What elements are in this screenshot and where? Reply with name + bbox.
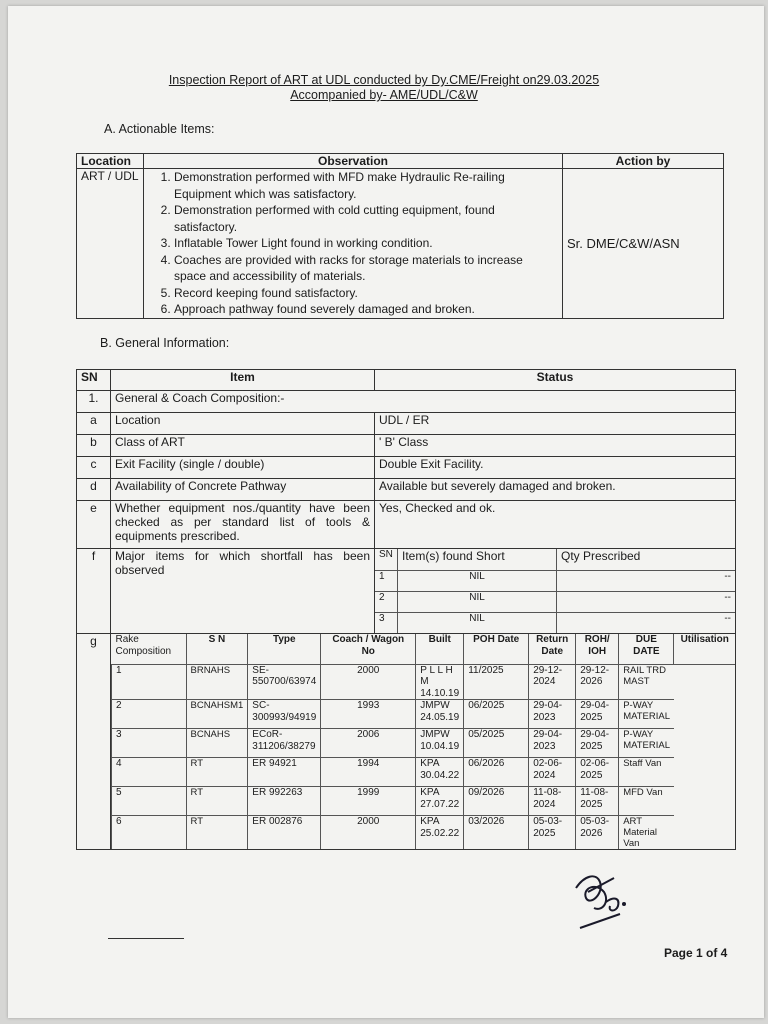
rake-sn: 4 <box>112 758 187 787</box>
signature <box>566 862 636 939</box>
rake-utilisation: ART Material Van <box>619 816 674 850</box>
row-g-sn: g <box>77 634 111 850</box>
report-subtitle: Accompanied by- AME/UDL/C&W <box>290 88 478 102</box>
rake-roh-ioh: 29-12-2024 <box>529 664 576 700</box>
row-a-item: Location <box>111 413 375 435</box>
rake-sn: 3 <box>112 729 187 758</box>
rake-type: BCNAHSM1 <box>186 700 248 729</box>
rake-sn: 5 <box>112 787 187 816</box>
rake-built: 2000 <box>321 664 416 700</box>
rake-coach-no: ER 94921 <box>248 758 321 787</box>
rake-head-built: Built <box>416 634 464 664</box>
shortfall-sn: 2 <box>375 591 398 612</box>
rake-poh-date: KPA 25.02.22 <box>416 816 464 850</box>
rake-due-date: 02-06-2025 <box>576 758 619 787</box>
rake-return-date: 05/2025 <box>464 729 529 758</box>
rake-head-due: DUE DATE <box>619 634 674 664</box>
shortfall-sn: 3 <box>375 612 398 633</box>
shortfall-sn: 1 <box>375 570 398 591</box>
row-b-status: ' B' Class <box>375 435 736 457</box>
rake-utilisation: MFD Van <box>619 787 674 816</box>
rake-row <box>112 758 736 787</box>
shortfall-head-sn: SN <box>375 549 398 570</box>
col-item: Item <box>111 370 375 391</box>
rake-row <box>112 664 736 700</box>
rake-composition-cell <box>111 634 736 850</box>
col-sn: SN <box>77 370 111 391</box>
rake-utilisation: Staff Van <box>619 758 674 787</box>
rake-head-type: Type <box>248 634 321 664</box>
row-d-sn: d <box>77 479 111 501</box>
rake-row <box>112 700 736 729</box>
rake-head-sn: S N <box>186 634 248 664</box>
report-title: Inspection Report of ART at UDL conducted by Dy.CME/Freight on29.03.2025 <box>168 73 600 87</box>
row-a-sn: a <box>77 413 111 435</box>
action-by-cell: Sr. DME/C&W/ASN <box>563 169 724 319</box>
rake-due-date: 05-03-2026 <box>576 816 619 850</box>
rake-coach-no: ECoR-311206/38279 <box>248 729 321 758</box>
rake-head-coach: Coach / Wagon No <box>321 634 416 664</box>
row-e-sn: e <box>77 501 111 549</box>
rake-return-date: 11/2025 <box>464 664 529 700</box>
row-f-item: Major items for which shortfall has been observed <box>111 549 375 634</box>
rake-roh-ioh: 02-06-2024 <box>529 758 576 787</box>
rake-poh-date: KPA 27.07.22 <box>416 787 464 816</box>
rake-utilisation: P-WAY MATERIAL <box>619 729 674 758</box>
rake-type: BRNAHS <box>186 664 248 700</box>
rake-type: RT <box>186 787 248 816</box>
observation-item: 4. Coaches are provided with racks for storage materials to increase space and accessibility of materials. <box>174 252 558 285</box>
rake-return-date: 06/2025 <box>464 700 529 729</box>
shortfall-item: NIL <box>398 570 557 591</box>
rake-roh-ioh: 11-08-2024 <box>529 787 576 816</box>
shortfall-qty: -- <box>557 591 736 612</box>
row-e-status: Yes, Checked and ok. <box>375 501 736 549</box>
actionable-items-table <box>76 153 724 319</box>
observation-item: 2. Demonstration performed with cold cutting equipment, found satisfactory. <box>174 202 558 235</box>
rake-head-roh: ROH/ IOH <box>576 634 619 664</box>
row-b-sn: b <box>77 435 111 457</box>
rake-label: Rake Composition <box>112 634 187 664</box>
shortfall-table <box>375 549 735 633</box>
observation-item: 6. Approach pathway found severely damaged and broken. <box>174 301 558 318</box>
shortfall-qty: -- <box>557 612 736 633</box>
row-b-item: Class of ART <box>111 435 375 457</box>
row-e-item: Whether equipment nos./quantity have been checked as per standard list of tools & equipments prescribed. <box>111 501 375 549</box>
rake-due-date: 29-04-2025 <box>576 700 619 729</box>
rake-row <box>112 787 736 816</box>
shortfall-qty: -- <box>557 570 736 591</box>
rake-poh-date: P L L H M 14.10.19 <box>416 664 464 700</box>
rake-poh-date: JMPW 10.04.19 <box>416 729 464 758</box>
observation-item: 3. Inflatable Tower Light found in working condition. <box>174 235 558 252</box>
shortfall-item: NIL <box>398 612 557 633</box>
rake-return-date: 09/2026 <box>464 787 529 816</box>
col-action-by: Action by <box>563 154 724 169</box>
rake-head-return: Return Date <box>529 634 576 664</box>
section-b-heading: B. General Information: <box>100 336 230 350</box>
shortfall-cell <box>375 549 736 634</box>
rake-due-date: 11-08-2025 <box>576 787 619 816</box>
rake-built: 1993 <box>321 700 416 729</box>
rake-roh-ioh: 05-03-2025 <box>529 816 576 850</box>
rake-row <box>112 729 736 758</box>
section-a-heading: A. Actionable Items: <box>104 122 215 136</box>
rake-coach-no: ER 002876 <box>248 816 321 850</box>
rake-type: RT <box>186 816 248 850</box>
rake-coach-no: SE-550700/63974 <box>248 664 321 700</box>
rake-built: 1994 <box>321 758 416 787</box>
rake-sn: 1 <box>112 664 187 700</box>
rake-return-date: 06/2026 <box>464 758 529 787</box>
rake-built: 1999 <box>321 787 416 816</box>
rake-type: BCNAHS <box>186 729 248 758</box>
footer-rule <box>108 938 184 939</box>
row-c-status: Double Exit Facility. <box>375 457 736 479</box>
general-info-table <box>76 369 736 850</box>
row-a-status: UDL / ER <box>375 413 736 435</box>
row-f-sn: f <box>77 549 111 634</box>
row1-item: General & Coach Composition:- <box>111 391 736 413</box>
rake-return-date: 03/2026 <box>464 816 529 850</box>
rake-roh-ioh: 29-04-2023 <box>529 729 576 758</box>
observation-list <box>148 169 558 318</box>
rake-coach-no: ER 992263 <box>248 787 321 816</box>
observation-item: 5. Record keeping found satisfactory. <box>174 285 558 302</box>
rake-row <box>112 816 736 850</box>
shortfall-head-item: Item(s) found Short <box>398 549 557 570</box>
rake-sn: 6 <box>112 816 187 850</box>
rake-table <box>111 634 735 849</box>
col-location: Location <box>77 154 144 169</box>
col-observation: Observation <box>144 154 563 169</box>
rake-roh-ioh: 29-04-2023 <box>529 700 576 729</box>
rake-coach-no: SC-300993/94919 <box>248 700 321 729</box>
rake-due-date: 29-12-2026 <box>576 664 619 700</box>
row-d-item: Availability of Concrete Pathway <box>111 479 375 501</box>
page-number: Page 1 of 4 <box>664 946 728 960</box>
rake-head-poh: POH Date <box>464 634 529 664</box>
shortfall-head-qty: Qty Prescribed <box>557 549 736 570</box>
rake-poh-date: JMPW 24.05.19 <box>416 700 464 729</box>
rake-sn: 2 <box>112 700 187 729</box>
rake-built: 2000 <box>321 816 416 850</box>
observation-item: 1. Demonstration performed with MFD make Hydraulic Re-railing Equipment which was satisfactory. <box>174 169 558 202</box>
rake-poh-date: KPA 30.04.22 <box>416 758 464 787</box>
rake-utilisation: P-WAY MATERIAL <box>619 700 674 729</box>
rake-built: 2006 <box>321 729 416 758</box>
row-c-sn: c <box>77 457 111 479</box>
location-cell: ART / UDL <box>77 169 144 319</box>
observation-cell <box>144 169 563 319</box>
rake-head-utilisation: Utilisation <box>674 634 735 664</box>
rake-type: RT <box>186 758 248 787</box>
row-d-status: Available but severely damaged and broken. <box>375 479 736 501</box>
rake-utilisation: RAIL TRD MAST <box>619 664 674 700</box>
shortfall-item: NIL <box>398 591 557 612</box>
col-status: Status <box>375 370 736 391</box>
row-c-item: Exit Facility (single / double) <box>111 457 375 479</box>
row1-sn: 1. <box>77 391 111 413</box>
rake-due-date: 29-04-2025 <box>576 729 619 758</box>
